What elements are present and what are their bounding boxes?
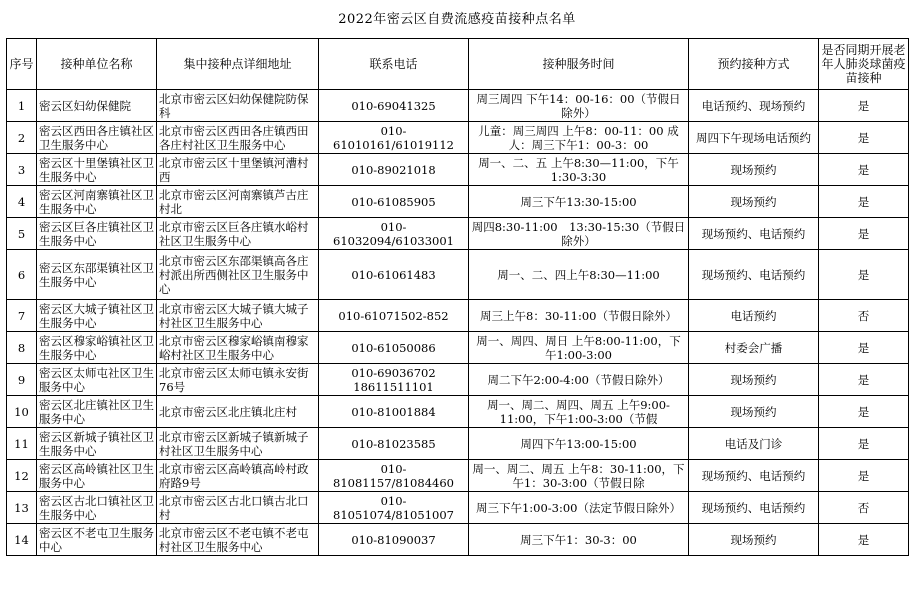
unit-name: 密云区西田各庄镇社区卫生服务中心 xyxy=(37,122,157,154)
service-time: 周一、周二、周五 上午8：30-11:00，下午1：30-3:00（节假日除 xyxy=(469,460,689,492)
site-address: 北京市密云区十里堡镇河漕村西 xyxy=(157,154,319,186)
unit-name: 密云区东邵渠镇社区卫生服务中心 xyxy=(37,250,157,300)
table-row xyxy=(7,154,909,186)
booking-mode: 现场预约、电话预约 xyxy=(689,492,819,524)
table-row xyxy=(7,428,909,460)
booking-mode: 现场预约 xyxy=(689,186,819,218)
row-number: 10 xyxy=(7,396,37,428)
row-number: 7 xyxy=(7,300,37,332)
service-time: 周三上午8：30-11:00（节假日除外） xyxy=(469,300,689,332)
contact-phone: 010-61061483 xyxy=(319,250,469,300)
booking-mode: 现场预约 xyxy=(689,524,819,556)
table-row xyxy=(7,122,909,154)
row-number: 4 xyxy=(7,186,37,218)
pneumococcal-flag: 是 xyxy=(819,364,909,396)
contact-phone: 010-61071502-852 xyxy=(319,300,469,332)
unit-name: 密云区河南寨镇社区卫生服务中心 xyxy=(37,186,157,218)
row-number: 1 xyxy=(7,90,37,122)
site-address: 北京市密云区新城子镇新城子村社区卫生服务中心 xyxy=(157,428,319,460)
pneumococcal-flag: 是 xyxy=(819,90,909,122)
row-number: 13 xyxy=(7,492,37,524)
service-time: 周一、周四、周日 上午8:00-11:00，下午1:00-3:00 xyxy=(469,332,689,364)
unit-name: 密云区大城子镇社区卫生服务中心 xyxy=(37,300,157,332)
unit-name: 密云区穆家峪镇社区卫生服务中心 xyxy=(37,332,157,364)
site-address: 北京市密云区高岭镇高岭村政府路9号 xyxy=(157,460,319,492)
contact-phone: 010-81090037 xyxy=(319,524,469,556)
unit-name: 密云区新城子镇社区卫生服务中心 xyxy=(37,428,157,460)
booking-mode: 现场预约 xyxy=(689,396,819,428)
service-time: 周二下午2:00-4:00（节假日除外） xyxy=(469,364,689,396)
pneumococcal-flag: 是 xyxy=(819,186,909,218)
contact-phone: 010-81023585 xyxy=(319,428,469,460)
pneumococcal-flag: 否 xyxy=(819,492,909,524)
contact-phone: 010-61010161/61019112 xyxy=(319,122,469,154)
service-time: 周一、二、五 上午8:30—11:00，下午1:30-3:30 xyxy=(469,154,689,186)
table-row xyxy=(7,492,909,524)
unit-name: 密云区高岭镇社区卫生服务中心 xyxy=(37,460,157,492)
pneumococcal-flag: 是 xyxy=(819,332,909,364)
pneumococcal-flag: 是 xyxy=(819,218,909,250)
unit-name: 密云区太师屯社区卫生服务中心 xyxy=(37,364,157,396)
header-service-time: 接种服务时间 xyxy=(469,39,689,90)
unit-name: 密云区十里堡镇社区卫生服务中心 xyxy=(37,154,157,186)
site-address: 北京市密云区大城子镇大城子村社区卫生服务中心 xyxy=(157,300,319,332)
pneumococcal-flag: 是 xyxy=(819,396,909,428)
header-booking-mode: 预约接种方式 xyxy=(689,39,819,90)
site-address: 北京市密云区西田各庄镇西田各庄村社区卫生服务中心 xyxy=(157,122,319,154)
header-no: 序号 xyxy=(7,39,37,90)
row-number: 8 xyxy=(7,332,37,364)
pneumococcal-flag: 是 xyxy=(819,250,909,300)
booking-mode: 周四下午现场电话预约 xyxy=(689,122,819,154)
table-row xyxy=(7,332,909,364)
table-row xyxy=(7,186,909,218)
pneumococcal-flag: 是 xyxy=(819,154,909,186)
table-row xyxy=(7,460,909,492)
unit-name: 密云区巨各庄镇社区卫生服务中心 xyxy=(37,218,157,250)
booking-mode: 现场预约 xyxy=(689,154,819,186)
site-address: 北京市密云区不老屯镇不老屯村社区卫生服务中心 xyxy=(157,524,319,556)
site-address: 北京市密云区穆家峪镇南穆家峪村社区卫生服务中心 xyxy=(157,332,319,364)
header-pneumococcal: 是否同期开展老年人肺炎球菌疫苗接种 xyxy=(819,39,909,90)
header-address: 集中接种点详细地址 xyxy=(157,39,319,90)
table-row xyxy=(7,300,909,332)
unit-name: 密云区北庄镇社区卫生服务中心 xyxy=(37,396,157,428)
service-time: 周三下午1:00-3:00（法定节假日除外） xyxy=(469,492,689,524)
contact-phone: 010-61032094/61033001 xyxy=(319,218,469,250)
site-address: 北京市密云区太师屯镇永安街76号 xyxy=(157,364,319,396)
header-unit: 接种单位名称 xyxy=(37,39,157,90)
row-number: 12 xyxy=(7,460,37,492)
booking-mode: 村委会广播 xyxy=(689,332,819,364)
table-row xyxy=(7,90,909,122)
contact-phone: 010-89021018 xyxy=(319,154,469,186)
unit-name: 密云区古北口镇社区卫生服务中心 xyxy=(37,492,157,524)
header-phone: 联系电话 xyxy=(319,39,469,90)
booking-mode: 电话预约、现场预约 xyxy=(689,90,819,122)
site-address: 北京市密云区妇幼保健院防保科 xyxy=(157,90,319,122)
contact-phone: 010-61085905 xyxy=(319,186,469,218)
contact-phone: 010-61050086 xyxy=(319,332,469,364)
unit-name: 密云区不老屯卫生服务中心 xyxy=(37,524,157,556)
pneumococcal-flag: 是 xyxy=(819,524,909,556)
contact-phone: 010-81081157/81084460 xyxy=(319,460,469,492)
service-time: 周三周四 下午14：00-16：00（节假日除外） xyxy=(469,90,689,122)
site-address: 北京市密云区东邵渠镇高各庄村派出所西侧社区卫生服务中心 xyxy=(157,250,319,300)
row-number: 11 xyxy=(7,428,37,460)
page-title: 2022年密云区自费流感疫苗接种点名单 xyxy=(338,12,576,27)
service-time: 周一、二、四上午8:30—11:00 xyxy=(469,250,689,300)
service-time: 周四下午13:00-15:00 xyxy=(469,428,689,460)
unit-name: 密云区妇幼保健院 xyxy=(37,90,157,122)
booking-mode: 现场预约、电话预约 xyxy=(689,460,819,492)
vaccination-sites-table xyxy=(6,38,909,556)
table-row xyxy=(7,250,909,300)
row-number: 2 xyxy=(7,122,37,154)
row-number: 9 xyxy=(7,364,37,396)
contact-phone: 010-81001884 xyxy=(319,396,469,428)
pneumococcal-flag: 是 xyxy=(819,460,909,492)
service-time: 周四8:30-11:00 13:30-15:30（节假日除外） xyxy=(469,218,689,250)
row-number: 6 xyxy=(7,250,37,300)
site-address: 北京市密云区北庄镇北庄村 xyxy=(157,396,319,428)
booking-mode: 现场预约、电话预约 xyxy=(689,250,819,300)
site-address: 北京市密云区河南寨镇芦古庄村北 xyxy=(157,186,319,218)
booking-mode: 电话及门诊 xyxy=(689,428,819,460)
table-row xyxy=(7,364,909,396)
booking-mode: 电话预约 xyxy=(689,300,819,332)
table-row xyxy=(7,524,909,556)
booking-mode: 现场预约 xyxy=(689,364,819,396)
service-time: 周一、周二、周四、周五 上午9:00-11:00，下午1:00-3:00（节假 xyxy=(469,396,689,428)
row-number: 14 xyxy=(7,524,37,556)
table-row xyxy=(7,396,909,428)
contact-phone: 010-81051074/81051007 xyxy=(319,492,469,524)
contact-phone: 010-69036702 18611511101 xyxy=(319,364,469,396)
service-time: 周三下午13:30-15:00 xyxy=(469,186,689,218)
service-time: 周三下午1：30-3：00 xyxy=(469,524,689,556)
pneumococcal-flag: 是 xyxy=(819,428,909,460)
row-number: 3 xyxy=(7,154,37,186)
booking-mode: 现场预约、电话预约 xyxy=(689,218,819,250)
site-address: 北京市密云区巨各庄镇水峪村社区卫生服务中心 xyxy=(157,218,319,250)
table-header-row xyxy=(7,39,909,90)
pneumococcal-flag: 是 xyxy=(819,122,909,154)
table-row xyxy=(7,218,909,250)
row-number: 5 xyxy=(7,218,37,250)
contact-phone: 010-69041325 xyxy=(319,90,469,122)
pneumococcal-flag: 否 xyxy=(819,300,909,332)
site-address: 北京市密云区古北口镇古北口村 xyxy=(157,492,319,524)
service-time: 儿童：周三周四 上午8：00-11：00 成人：周三下午1：00-3：00 xyxy=(469,122,689,154)
